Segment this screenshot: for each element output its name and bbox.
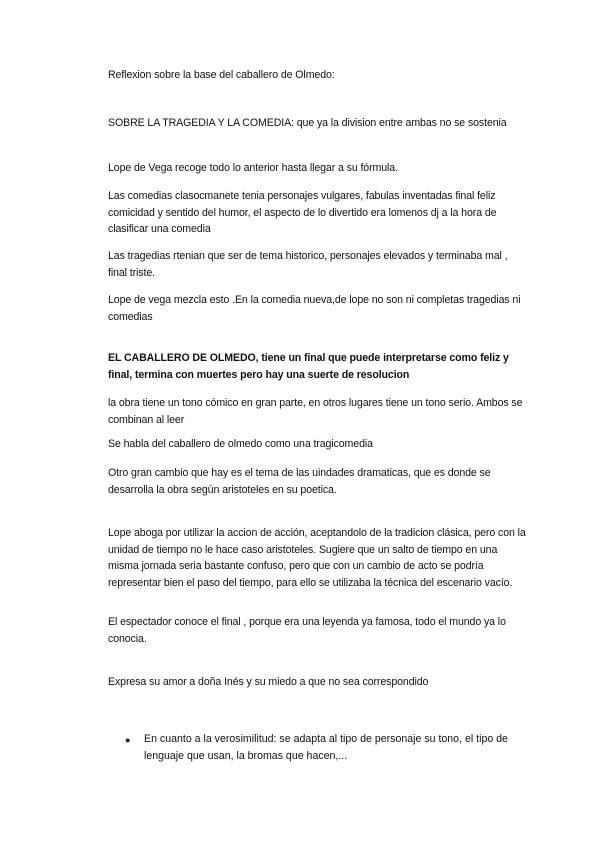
paragraph-amor: Expresa su amor a doña Inés y su miedo a que no sea correspondido xyxy=(108,676,429,688)
paragraph-lope-formula: Lope de Vega recoge todo lo anterior hasta llegar a su fórmula. xyxy=(108,162,398,174)
paragraph-comedias: Las comedias clasocmanete tenia personajes vulgares, fabulas inventadas final feliz comicidad y sentido del humor, el aspecto de lo divertido era lomenos dj a la hora de clasificar una comedia xyxy=(108,190,497,235)
bullet-text: En cuanto a la verosimilitud: se adapta al tipo de personaje su tono, el tipo de lenguaje que usan, la bromas que hacen,... xyxy=(144,733,508,762)
paragraph-tragedias: Las tragedias rtenian que ser de tema historico, personajes elevados y terminaba mal , final triste. xyxy=(108,250,508,279)
paragraph-unidades: Otro gran cambio que hay es el tema de las uindades dramaticas, que es donde se desarrolla la obra según aristoteles en su poetica. xyxy=(108,467,491,496)
paragraph-tragedia-comedia: SOBRE LA TRAGEDIA Y LA COMEDIA: que ya la division entre ambas no se sostenia xyxy=(108,117,507,129)
paragraph-tragicomedia: Se habla del caballero de olmedo como una tragicomedia xyxy=(108,438,373,450)
bullet-icon: ● xyxy=(125,735,131,745)
paragraph-lope-aboga: Lope aboga por utilizar la accion de acción, aceptandolo de la tradicion clásica, pero con la unidad de tiempo no le hace caso aristoteles. Sugiere que un salto de tiempo en una misma jornada seria bastante confuso, pero que con un cambio de acto se podría representar bien el paso del tiempo, para ello se utilizaba la técnica del escenario vacío. xyxy=(108,527,526,589)
paragraph-mezcla: Lope de vega mezcla esto .En la comedia nueva,de lope no son ni completas tragedias ni comedias xyxy=(108,294,521,323)
paragraph-espectador: El espectador conoce el final , porque era una leyenda ya famosa, todo el mundo ya lo conocia. xyxy=(108,616,506,645)
paragraph-tono: la obra tiene un tono cómico en gran parte, en otros lugares tiene un tono serio. Ambos se combinan al leer xyxy=(108,397,523,426)
title-line: Reflexion sobre la base del caballero de Olmedo: xyxy=(108,69,335,81)
bold-heading: EL CABALLERO DE OLMEDO, tiene un final que puede interpretarse como feliz y final, termina con muertes pero hay una suerte de resolucion xyxy=(108,352,509,381)
